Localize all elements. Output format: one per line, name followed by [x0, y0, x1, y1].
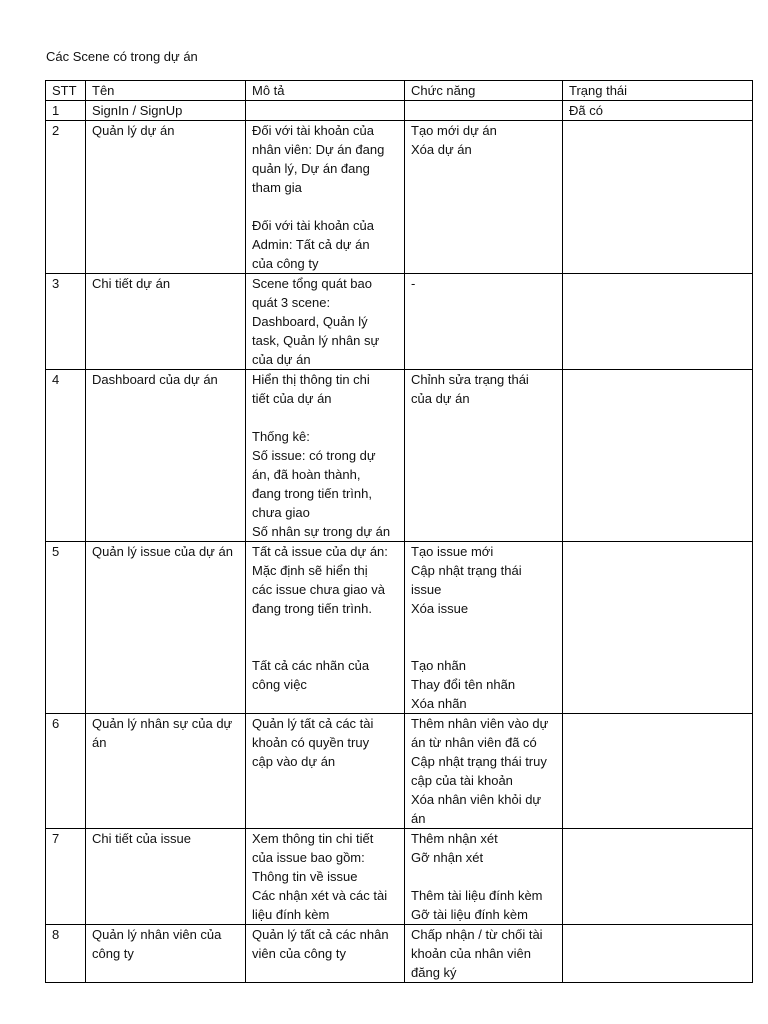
cell-line: Gỡ tài liệu đính kèm	[411, 907, 528, 922]
header-status: Trạng thái	[563, 81, 753, 101]
cell-name	[86, 101, 246, 121]
cell-line: -	[411, 276, 416, 291]
cell-line: đang trong tiến trình.	[252, 601, 372, 616]
cell-line	[252, 618, 398, 637]
cell-line: Quản lý nhân viên của	[92, 927, 222, 942]
cell-description	[246, 714, 405, 829]
cell-function	[405, 542, 563, 714]
cell-line: khoản của nhân viên	[411, 946, 531, 961]
cell-line: Thống kê:	[252, 429, 310, 444]
table-row	[46, 121, 753, 274]
cell-function	[405, 925, 563, 983]
cell-name	[86, 370, 246, 542]
cell-line: Tất cả issue của dự án:	[252, 544, 388, 559]
cell-line: task, Quản lý nhân sự	[252, 333, 380, 348]
cell-status	[563, 925, 753, 983]
cell-line: quản lý, Dự án đang	[252, 161, 370, 176]
table-header-row	[46, 81, 753, 101]
cell-line: công việc	[252, 677, 307, 692]
cell-name	[86, 829, 246, 925]
cell-line: Xóa dự án	[411, 142, 472, 157]
cell-description	[246, 829, 405, 925]
cell-line: Tạo issue mới	[411, 544, 494, 559]
table-row	[46, 274, 753, 370]
cell-line: đăng ký	[411, 965, 457, 980]
cell-line: án	[411, 811, 426, 826]
cell-line: chưa giao	[252, 505, 310, 520]
cell-description	[246, 101, 405, 121]
cell-line: Admin: Tất cả dự án	[252, 237, 370, 252]
cell-line: Scene tổng quát bao	[252, 276, 372, 291]
table-row	[46, 829, 753, 925]
scenes-table	[45, 80, 753, 983]
cell-line: Cập nhật trạng thái	[411, 563, 522, 578]
cell-stt: 6	[46, 714, 86, 829]
cell-line: Chỉnh sửa trạng thái	[411, 372, 529, 387]
cell-line: Hiển thị thông tin chi	[252, 372, 370, 387]
table-row	[46, 370, 753, 542]
header-name: Tên	[86, 81, 246, 101]
cell-description	[246, 542, 405, 714]
cell-line: quát 3 scene:	[252, 295, 331, 310]
cell-line: Số issue: có trong dự	[252, 448, 376, 463]
cell-description	[246, 274, 405, 370]
cell-line: tiết của dự án	[252, 391, 332, 406]
cell-line: của issue bao gồm:	[252, 850, 365, 865]
cell-stt: 2	[46, 121, 86, 274]
cell-line: Thay đổi tên nhãn	[411, 677, 516, 692]
cell-function	[405, 829, 563, 925]
table-body	[46, 101, 753, 983]
cell-line: Chấp nhận / từ chối tài	[411, 927, 543, 942]
cell-line: Xóa nhân viên khỏi dự	[411, 792, 542, 807]
cell-line	[411, 637, 556, 656]
cell-line: Mặc định sẽ hiển thị	[252, 563, 368, 578]
cell-stt: 5	[46, 542, 86, 714]
cell-line	[411, 618, 556, 637]
cell-line: cập của tài khoản	[411, 773, 513, 788]
cell-line: Xóa nhãn	[411, 696, 467, 711]
cell-description	[246, 370, 405, 542]
cell-function	[405, 714, 563, 829]
cell-function	[405, 101, 563, 121]
cell-status	[563, 829, 753, 925]
cell-line: Quản lý tất cả các tài	[252, 716, 374, 731]
cell-line	[411, 867, 556, 886]
cell-status	[563, 370, 753, 542]
cell-line: các issue chưa giao và	[252, 582, 385, 597]
cell-line: Quản lý tất cả các nhân	[252, 927, 389, 942]
cell-stt: 4	[46, 370, 86, 542]
header-function: Chức năng	[405, 81, 563, 101]
cell-status	[563, 542, 753, 714]
cell-line: án, đã hoàn thành,	[252, 467, 361, 482]
cell-line: đang trong tiến trình,	[252, 486, 372, 501]
cell-line: liệu đính kèm	[252, 907, 330, 922]
cell-stt: 3	[46, 274, 86, 370]
header-description: Mô tả	[246, 81, 405, 101]
cell-line: của dự án	[252, 352, 311, 367]
cell-line: Thêm tài liệu đính kèm	[411, 888, 543, 903]
cell-status: Đã có	[563, 101, 753, 121]
cell-line: Xem thông tin chi tiết	[252, 831, 374, 846]
document-title: Các Scene có trong dự án	[46, 49, 198, 64]
table-row	[46, 714, 753, 829]
cell-line: án	[92, 735, 107, 750]
cell-name	[86, 542, 246, 714]
cell-line: Thông tin về issue	[252, 869, 358, 884]
cell-line: Các nhận xét và các tài	[252, 888, 388, 903]
cell-stt: 8	[46, 925, 86, 983]
cell-status	[563, 714, 753, 829]
cell-description	[246, 925, 405, 983]
cell-status	[563, 121, 753, 274]
cell-line: Xóa issue	[411, 601, 469, 616]
cell-line: của công ty	[252, 256, 319, 271]
cell-line: Dashboard, Quản lý	[252, 314, 368, 329]
table-row	[46, 101, 753, 121]
cell-line: Tạo nhãn	[411, 658, 466, 673]
cell-line	[252, 408, 398, 427]
cell-line: khoản có quyền truy	[252, 735, 370, 750]
cell-line: Tất cả các nhãn của	[252, 658, 370, 673]
header-stt: STT	[46, 81, 86, 101]
cell-name	[86, 925, 246, 983]
cell-line: tham gia	[252, 180, 302, 195]
cell-name	[86, 121, 246, 274]
cell-line: Quản lý nhân sự của dự	[92, 716, 233, 731]
cell-line: Quản lý dự án	[92, 123, 175, 138]
cell-line: Quản lý issue của dự án	[92, 544, 233, 559]
cell-line: công ty	[92, 946, 134, 961]
cell-line: Thêm nhận xét	[411, 831, 498, 846]
cell-line: issue	[411, 582, 442, 597]
cell-name	[86, 714, 246, 829]
table-row	[46, 542, 753, 714]
cell-name	[86, 274, 246, 370]
cell-line: Thêm nhân viên vào dự	[411, 716, 549, 731]
cell-function	[405, 121, 563, 274]
cell-line: Đối với tài khoản của	[252, 218, 374, 233]
cell-line: viên của công ty	[252, 946, 346, 961]
cell-stt: 7	[46, 829, 86, 925]
cell-line: án từ nhân viên đã có	[411, 735, 537, 750]
cell-line: Dashboard của dự án	[92, 372, 218, 387]
cell-description	[246, 121, 405, 274]
table-row	[46, 925, 753, 983]
cell-line: SignIn / SignUp	[92, 103, 183, 118]
cell-line	[252, 197, 398, 216]
cell-line: nhân viên: Dự án đang	[252, 142, 385, 157]
cell-status	[563, 274, 753, 370]
cell-line	[252, 637, 398, 656]
cell-stt: 1	[46, 101, 86, 121]
cell-line: Chi tiết của issue	[92, 831, 191, 846]
cell-line: của dự án	[411, 391, 470, 406]
cell-line: cập vào dự án	[252, 754, 336, 769]
cell-line: Cập nhật trạng thái truy	[411, 754, 547, 769]
cell-line: Đối với tài khoản của	[252, 123, 374, 138]
cell-line: Gỡ nhận xét	[411, 850, 484, 865]
cell-line: Số nhân sự trong dự án	[252, 524, 391, 539]
cell-function	[405, 274, 563, 370]
cell-function	[405, 370, 563, 542]
cell-line: Tạo mới dự án	[411, 123, 497, 138]
cell-line: Chi tiết dự án	[92, 276, 171, 291]
